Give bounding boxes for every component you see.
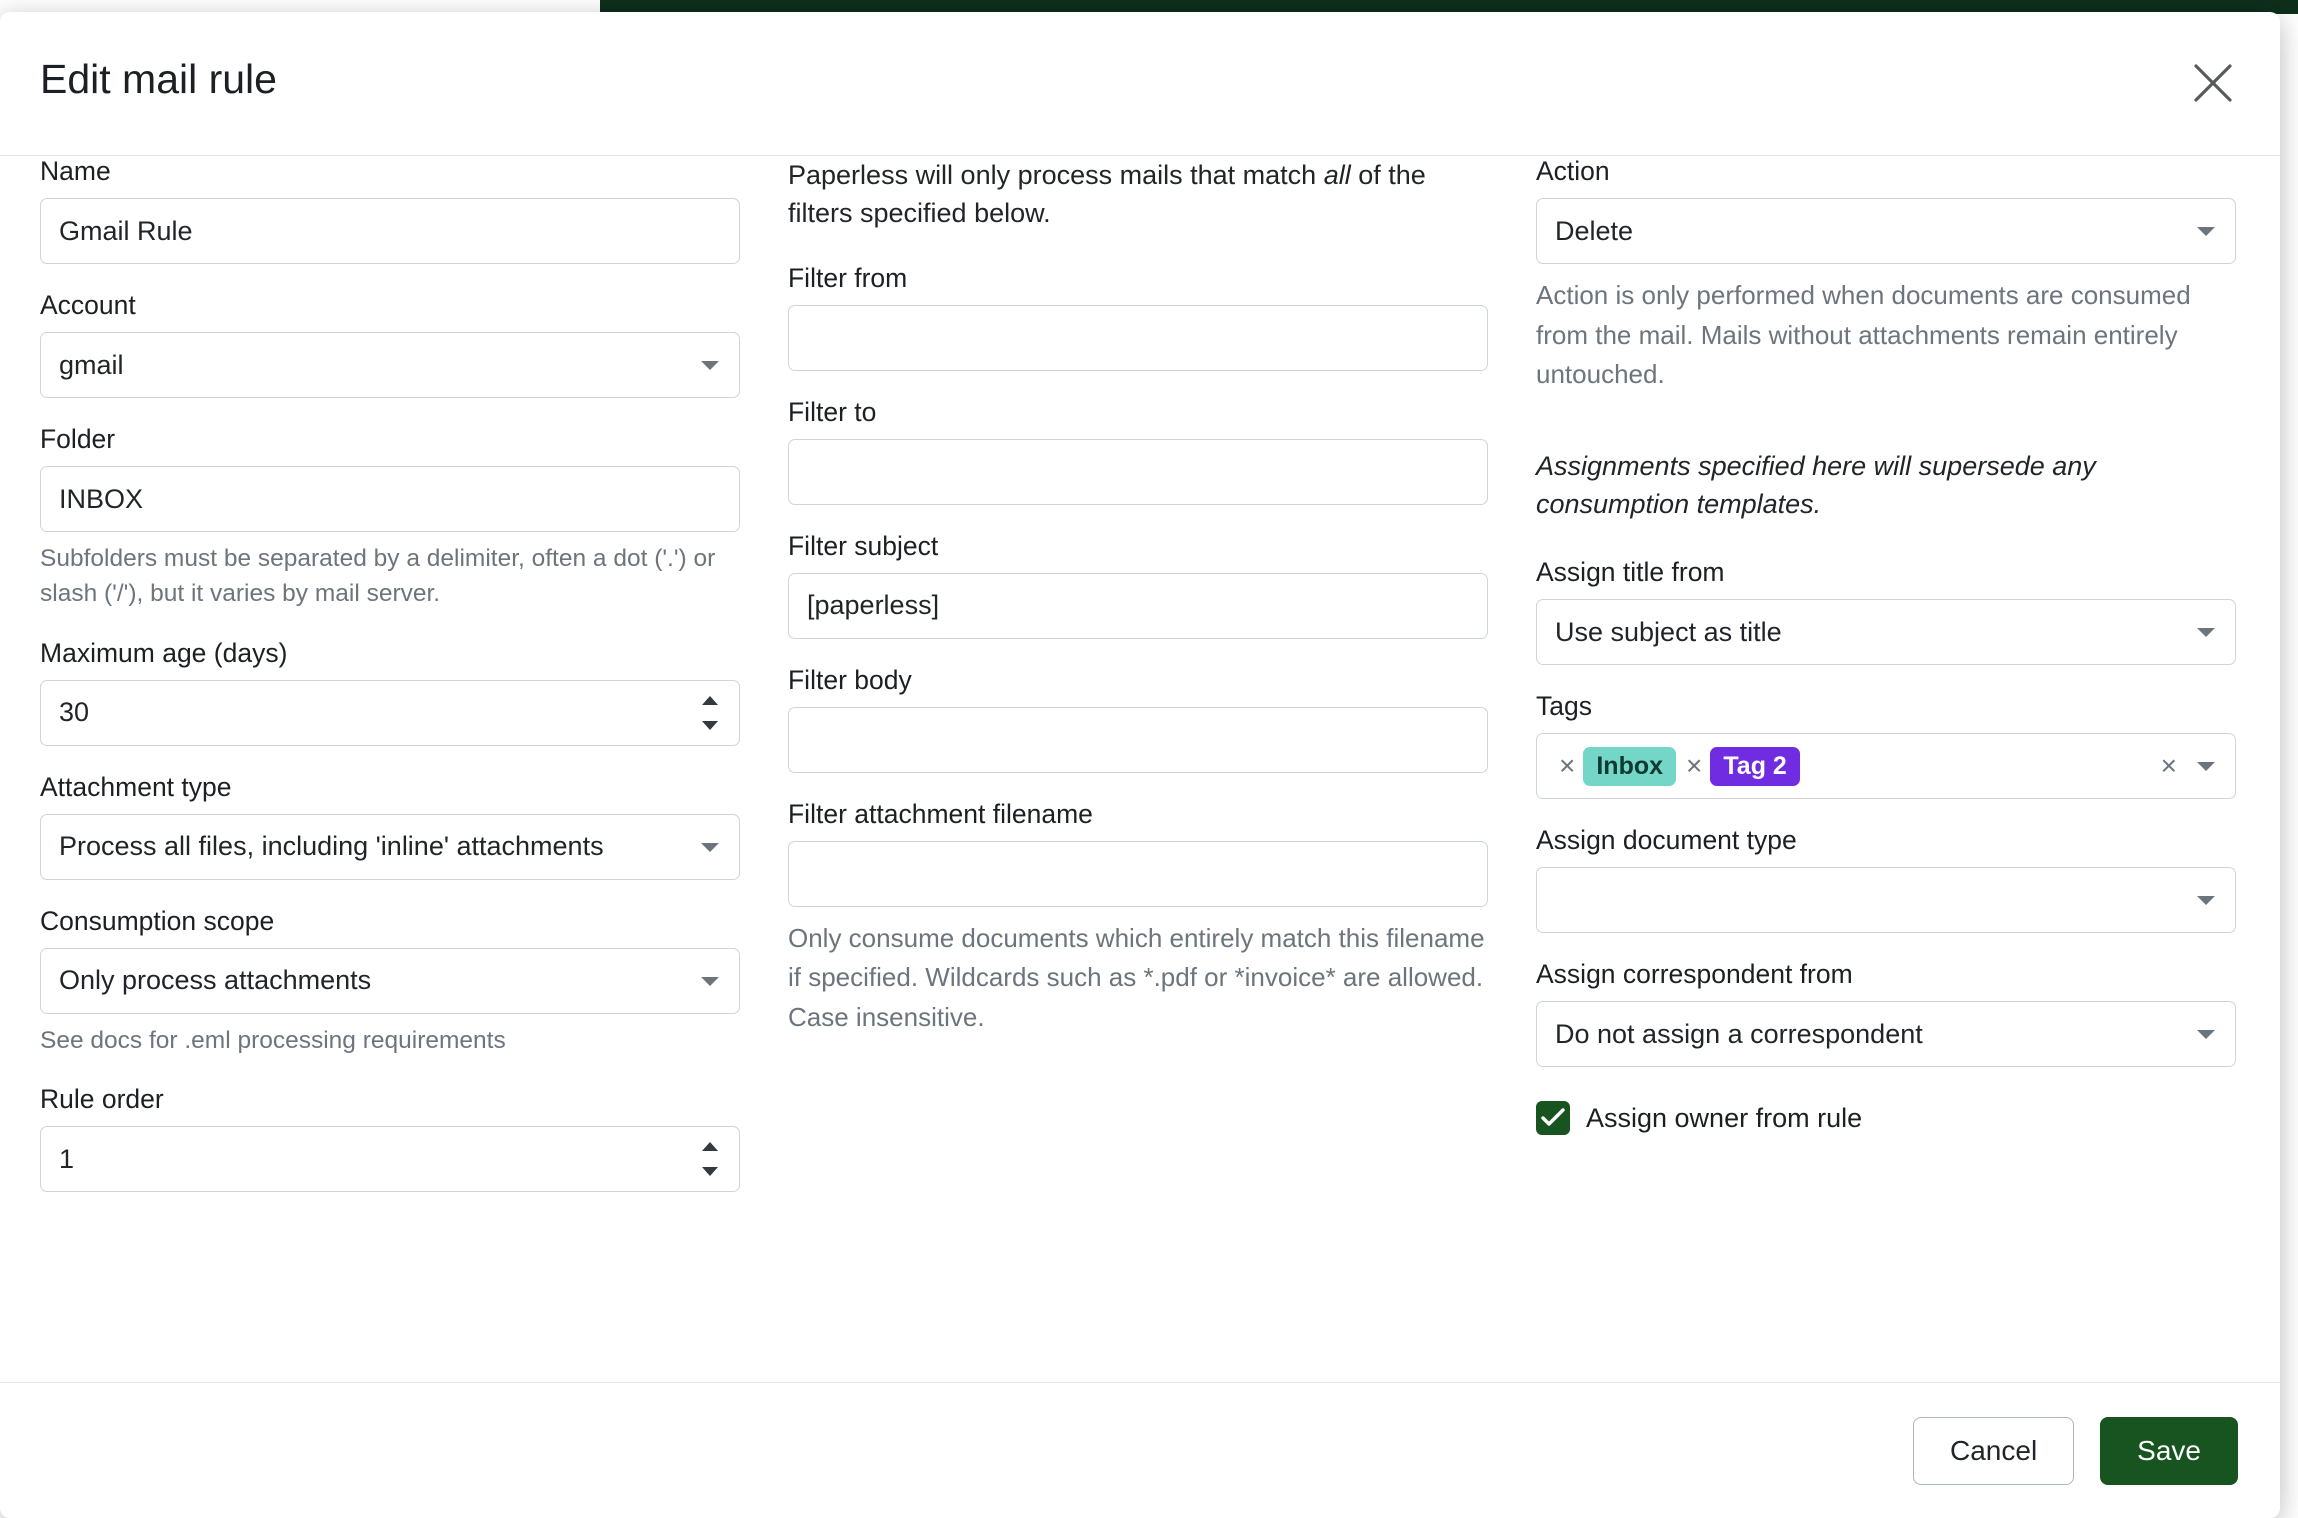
tags-multiselect[interactable] [1536, 733, 2236, 799]
field-filter-subject [788, 531, 1488, 639]
field-folder [40, 424, 740, 612]
field-name [40, 156, 740, 264]
tag-chip[interactable]: Inbox [1583, 747, 1676, 786]
label-filter-from: Filter from [788, 262, 908, 293]
label-rule-order: Rule order [40, 1084, 164, 1115]
field-consumption-scope [40, 906, 740, 1059]
chevron-down-icon [2197, 896, 2215, 905]
folder-input-value: INBOX [59, 483, 144, 514]
rule-order-stepper[interactable] [40, 1126, 740, 1192]
column-general [40, 156, 740, 1218]
dialog-body [0, 156, 2280, 1378]
filter-to-input[interactable] [788, 439, 1488, 505]
stepper-arrows-icon[interactable] [699, 696, 721, 730]
action-select[interactable] [1536, 198, 2236, 264]
label-folder: Folder [40, 424, 116, 454]
label-assign-title: Assign title from [1536, 557, 1725, 588]
label-name: Name [40, 156, 111, 186]
dialog-footer [0, 1382, 2280, 1518]
field-tags [1536, 691, 2236, 799]
stepper-arrows-icon[interactable] [699, 1142, 721, 1176]
assign-correspondent-value: Do not assign a correspondent [1555, 1018, 1923, 1049]
attachment-type-value: Process all files, including 'inline' attachments [59, 831, 604, 862]
account-select-value: gmail [59, 349, 124, 380]
consumption-scope-value: Only process attachments [59, 965, 372, 996]
filters-intro-suffix: of the filters specified below. [788, 160, 1426, 229]
chevron-down-icon [2197, 227, 2215, 236]
name-input-value: Gmail Rule [59, 215, 193, 246]
chevron-down-icon [2197, 1030, 2215, 1039]
close-icon[interactable] [2190, 60, 2236, 106]
remove-tag-icon[interactable]: × [1686, 750, 1703, 782]
column-actions [1536, 156, 2236, 1135]
label-assign-document-type: Assign document type [1536, 825, 1797, 856]
action-select-value: Delete [1555, 215, 1634, 246]
folder-hint: Subfolders must be separated by a delimiter, often a dot ('.') or slash ('/'), but it varies by mail server. [40, 545, 716, 607]
field-assign-correspondent [1536, 959, 2236, 1067]
label-attachment-type: Attachment type [40, 771, 232, 802]
rule-order-value: 1 [59, 1143, 75, 1174]
filter-subject-value: [paperless] [807, 590, 940, 621]
field-filter-to [788, 397, 1488, 505]
field-assign-document-type [1536, 825, 2236, 933]
save-button[interactable]: Save [2100, 1417, 2238, 1485]
assign-correspondent-select[interactable] [1536, 1001, 2236, 1067]
filter-subject-input[interactable] [788, 573, 1488, 639]
field-filter-from [788, 263, 1488, 371]
label-filter-body: Filter body [788, 664, 912, 695]
label-action: Action [1536, 156, 1610, 186]
assign-owner-checkbox[interactable] [1536, 1101, 1570, 1135]
label-filter-attachment-filename: Filter attachment filename [788, 798, 1093, 829]
chevron-down-icon [701, 843, 719, 852]
filters-intro-prefix: Paperless will only process mails that match [788, 160, 1324, 190]
chevron-down-icon [701, 977, 719, 986]
assign-title-value: Use subject as title [1555, 616, 1782, 647]
field-maximum-age [40, 638, 740, 746]
maximum-age-stepper[interactable] [40, 680, 740, 746]
label-consumption-scope: Consumption scope [40, 905, 275, 936]
filter-attachment-filename-hint: Only consume documents which entirely match this filename if specified. Wildcards such as *.pdf or *invoice* are allowed. Case insensitive. [788, 922, 1485, 1032]
label-filter-to: Filter to [788, 396, 877, 427]
folder-input[interactable] [40, 466, 740, 532]
field-filter-attachment-filename [788, 799, 1488, 1038]
field-rule-order [40, 1084, 740, 1192]
field-filter-body [788, 665, 1488, 773]
field-attachment-type [40, 772, 740, 880]
column-filters [788, 156, 1488, 1063]
filter-attachment-filename-input[interactable] [788, 841, 1488, 907]
filters-intro-emphasis: all [1323, 160, 1351, 190]
chevron-down-icon [701, 361, 719, 370]
assign-document-type-select[interactable] [1536, 867, 2236, 933]
filters-intro [788, 156, 1488, 233]
dialog-header [0, 12, 2280, 156]
assign-owner-row[interactable] [1536, 1101, 2236, 1135]
action-hint: Action is only performed when documents are consumed from the mail. Mails without attachments remain entirely untouched. [1536, 280, 2191, 390]
assign-title-select[interactable] [1536, 599, 2236, 665]
label-tags: Tags [1536, 691, 1592, 722]
label-account: Account [40, 290, 136, 320]
consumption-scope-select[interactable] [40, 948, 740, 1014]
edit-mail-rule-dialog [0, 12, 2280, 1518]
name-input[interactable] [40, 198, 740, 264]
chevron-down-icon [2197, 762, 2215, 771]
field-account [40, 290, 740, 398]
tag-chip[interactable]: Tag 2 [1710, 747, 1799, 786]
filter-from-input[interactable] [788, 305, 1488, 371]
field-action [1536, 156, 2236, 395]
label-maximum-age: Maximum age (days) [40, 637, 288, 668]
account-select[interactable] [40, 332, 740, 398]
field-assign-title [1536, 557, 2236, 665]
label-assign-correspondent: Assign correspondent from [1536, 959, 1853, 990]
assign-owner-label: Assign owner from rule [1586, 1102, 1863, 1133]
label-filter-subject: Filter subject [788, 530, 939, 561]
chevron-down-icon [2197, 628, 2215, 637]
maximum-age-value: 30 [59, 697, 90, 728]
assignments-note: Assignments specified here will supersede any consumption templates. [1536, 450, 2096, 519]
page-title: Edit mail rule [40, 56, 277, 102]
clear-all-icon[interactable]: × [2160, 750, 2177, 782]
cancel-button[interactable]: Cancel [1913, 1417, 2074, 1485]
remove-tag-icon[interactable]: × [1559, 750, 1576, 782]
consumption-scope-hint: See docs for .eml processing requirements [40, 1026, 506, 1054]
filter-body-input[interactable] [788, 707, 1488, 773]
attachment-type-select[interactable] [40, 814, 740, 880]
